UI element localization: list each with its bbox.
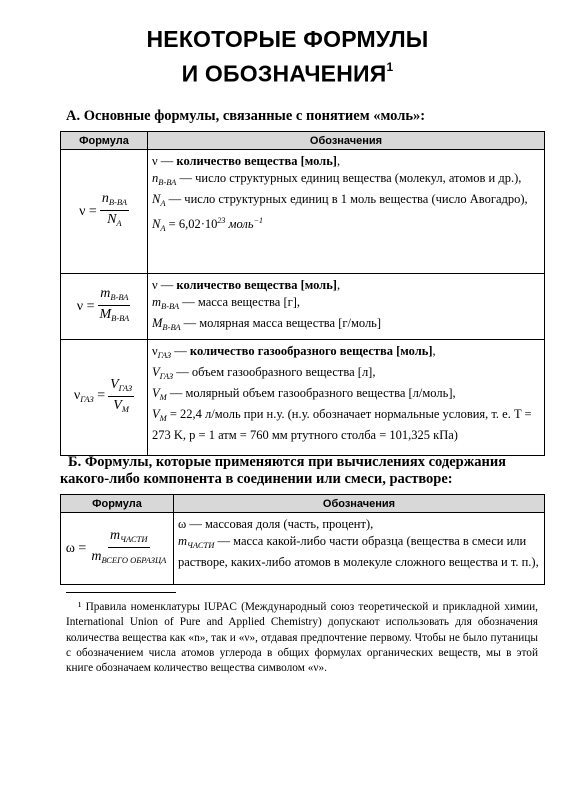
formula-cell [61, 150, 148, 274]
notation-cell [148, 150, 545, 274]
notation-cell [148, 274, 545, 340]
footnote-divider [66, 592, 176, 593]
formula-cell [61, 513, 174, 585]
col-notation-header: Обозначения [174, 495, 545, 513]
formula: ν = $\frac{n_{В-ВА}}{N_A}$ [79, 191, 127, 228]
notation-line: $V_{ГАЗ}$ — объем газообразного вещества [л], [152, 365, 376, 381]
notation-line: $m_{В-ВА}$ — масса вещества [г], [152, 295, 301, 311]
table-header-row [61, 495, 545, 513]
notation-line: $M_{В-ВА}$ — молярная масса вещества [г/моль] [152, 316, 382, 332]
notation-line: $V_M$ — молярный объем газообразного вещества [л/моль], [152, 386, 456, 402]
title-line-1: НЕКОТОРЫЕ ФОРМУЛЫ [146, 26, 429, 52]
content-formulas-table [60, 494, 545, 585]
notation-line: $\nu_{ГАЗ}$ — количество газообразного вещества [моль], [152, 344, 436, 360]
footnote-mark: 1 [386, 60, 394, 74]
notation-line: $N_A$ — число структурных единиц в 1 моль вещества (число Авогадро), [152, 192, 528, 208]
notation-line: $V_M = 22,4$ л/моль при н.у. (н.у. обозначает нормальные условия, т. е. T = 273 K, p = 1 атм = 760 мм ртутного столба = 101,325 кПа) [152, 407, 532, 442]
title-line-2: И ОБОЗНАЧЕНИЯ$^1$ [181, 60, 394, 87]
notation-cell [174, 513, 545, 585]
page-title [0, 24, 575, 89]
footnote: ¹ Правила номенклатуры IUPAC (Международный союз теоретической и прикладной химии, International Union of Pure and Applied Chemistry) допускают использовать для обозначения количества вещества как «n», так и «ν», отдавая предпочтение первому. Чтобы не было путаницы с обозначением числа атомов углерода в общих формулах органических веществ, мы в этой книге обозначаем количество вещества символом «ν». [66, 601, 538, 675]
table-header-row [61, 132, 545, 150]
section-b-heading: Б. Формулы, которые применяются при вычислениях содержания какого-либо компонента в соединении или смеси, растворе: [60, 454, 507, 487]
formula-cell [61, 340, 148, 456]
notation-line: $N_A = 6,02\cdot 10^{23}$ моль$^{-1}$ [152, 216, 263, 234]
table-row [61, 513, 545, 585]
formula: ω = $\frac{m_{ЧАСТИ}}{m_{ВСЕГО ОБРАЗЦА}}$ [65, 528, 167, 565]
notation-line: ω — массовая доля (часть, процент), [178, 517, 374, 531]
formula-cell [61, 274, 148, 340]
table-row [61, 150, 545, 274]
mole-formulas-table [60, 131, 545, 456]
table-row [61, 340, 545, 456]
formula: ν = $\frac{m_{В-ВА}}{M_{В-ВА}}$ [76, 286, 130, 323]
notation-line: $n_{В-ВА}$ — число структурных единиц вещества (молекул, атомов и др.), [152, 171, 522, 187]
notation-cell [148, 340, 545, 456]
formula: $\nu_{ГАЗ}$ = $\frac{V_{ГАЗ}}{V_M}$ [73, 377, 133, 414]
col-formula-header: Формула [61, 495, 174, 513]
col-notation-header: Обозначения [148, 132, 545, 150]
col-formula-header: Формула [61, 132, 148, 150]
table-row [61, 274, 545, 340]
section-a-heading: А. Основные формулы, связанные с понятием «моль»: [66, 108, 426, 124]
notation-line: ν — количество вещества [моль], [152, 154, 341, 168]
notation-line: ν — количество вещества [моль], [152, 278, 341, 292]
notation-line: $m_{ЧАСТИ}$ — масса какой-либо части образца (вещества в смеси или растворе, каких-либо атомов в молекуле сложного вещества и т. п.), [178, 534, 539, 569]
